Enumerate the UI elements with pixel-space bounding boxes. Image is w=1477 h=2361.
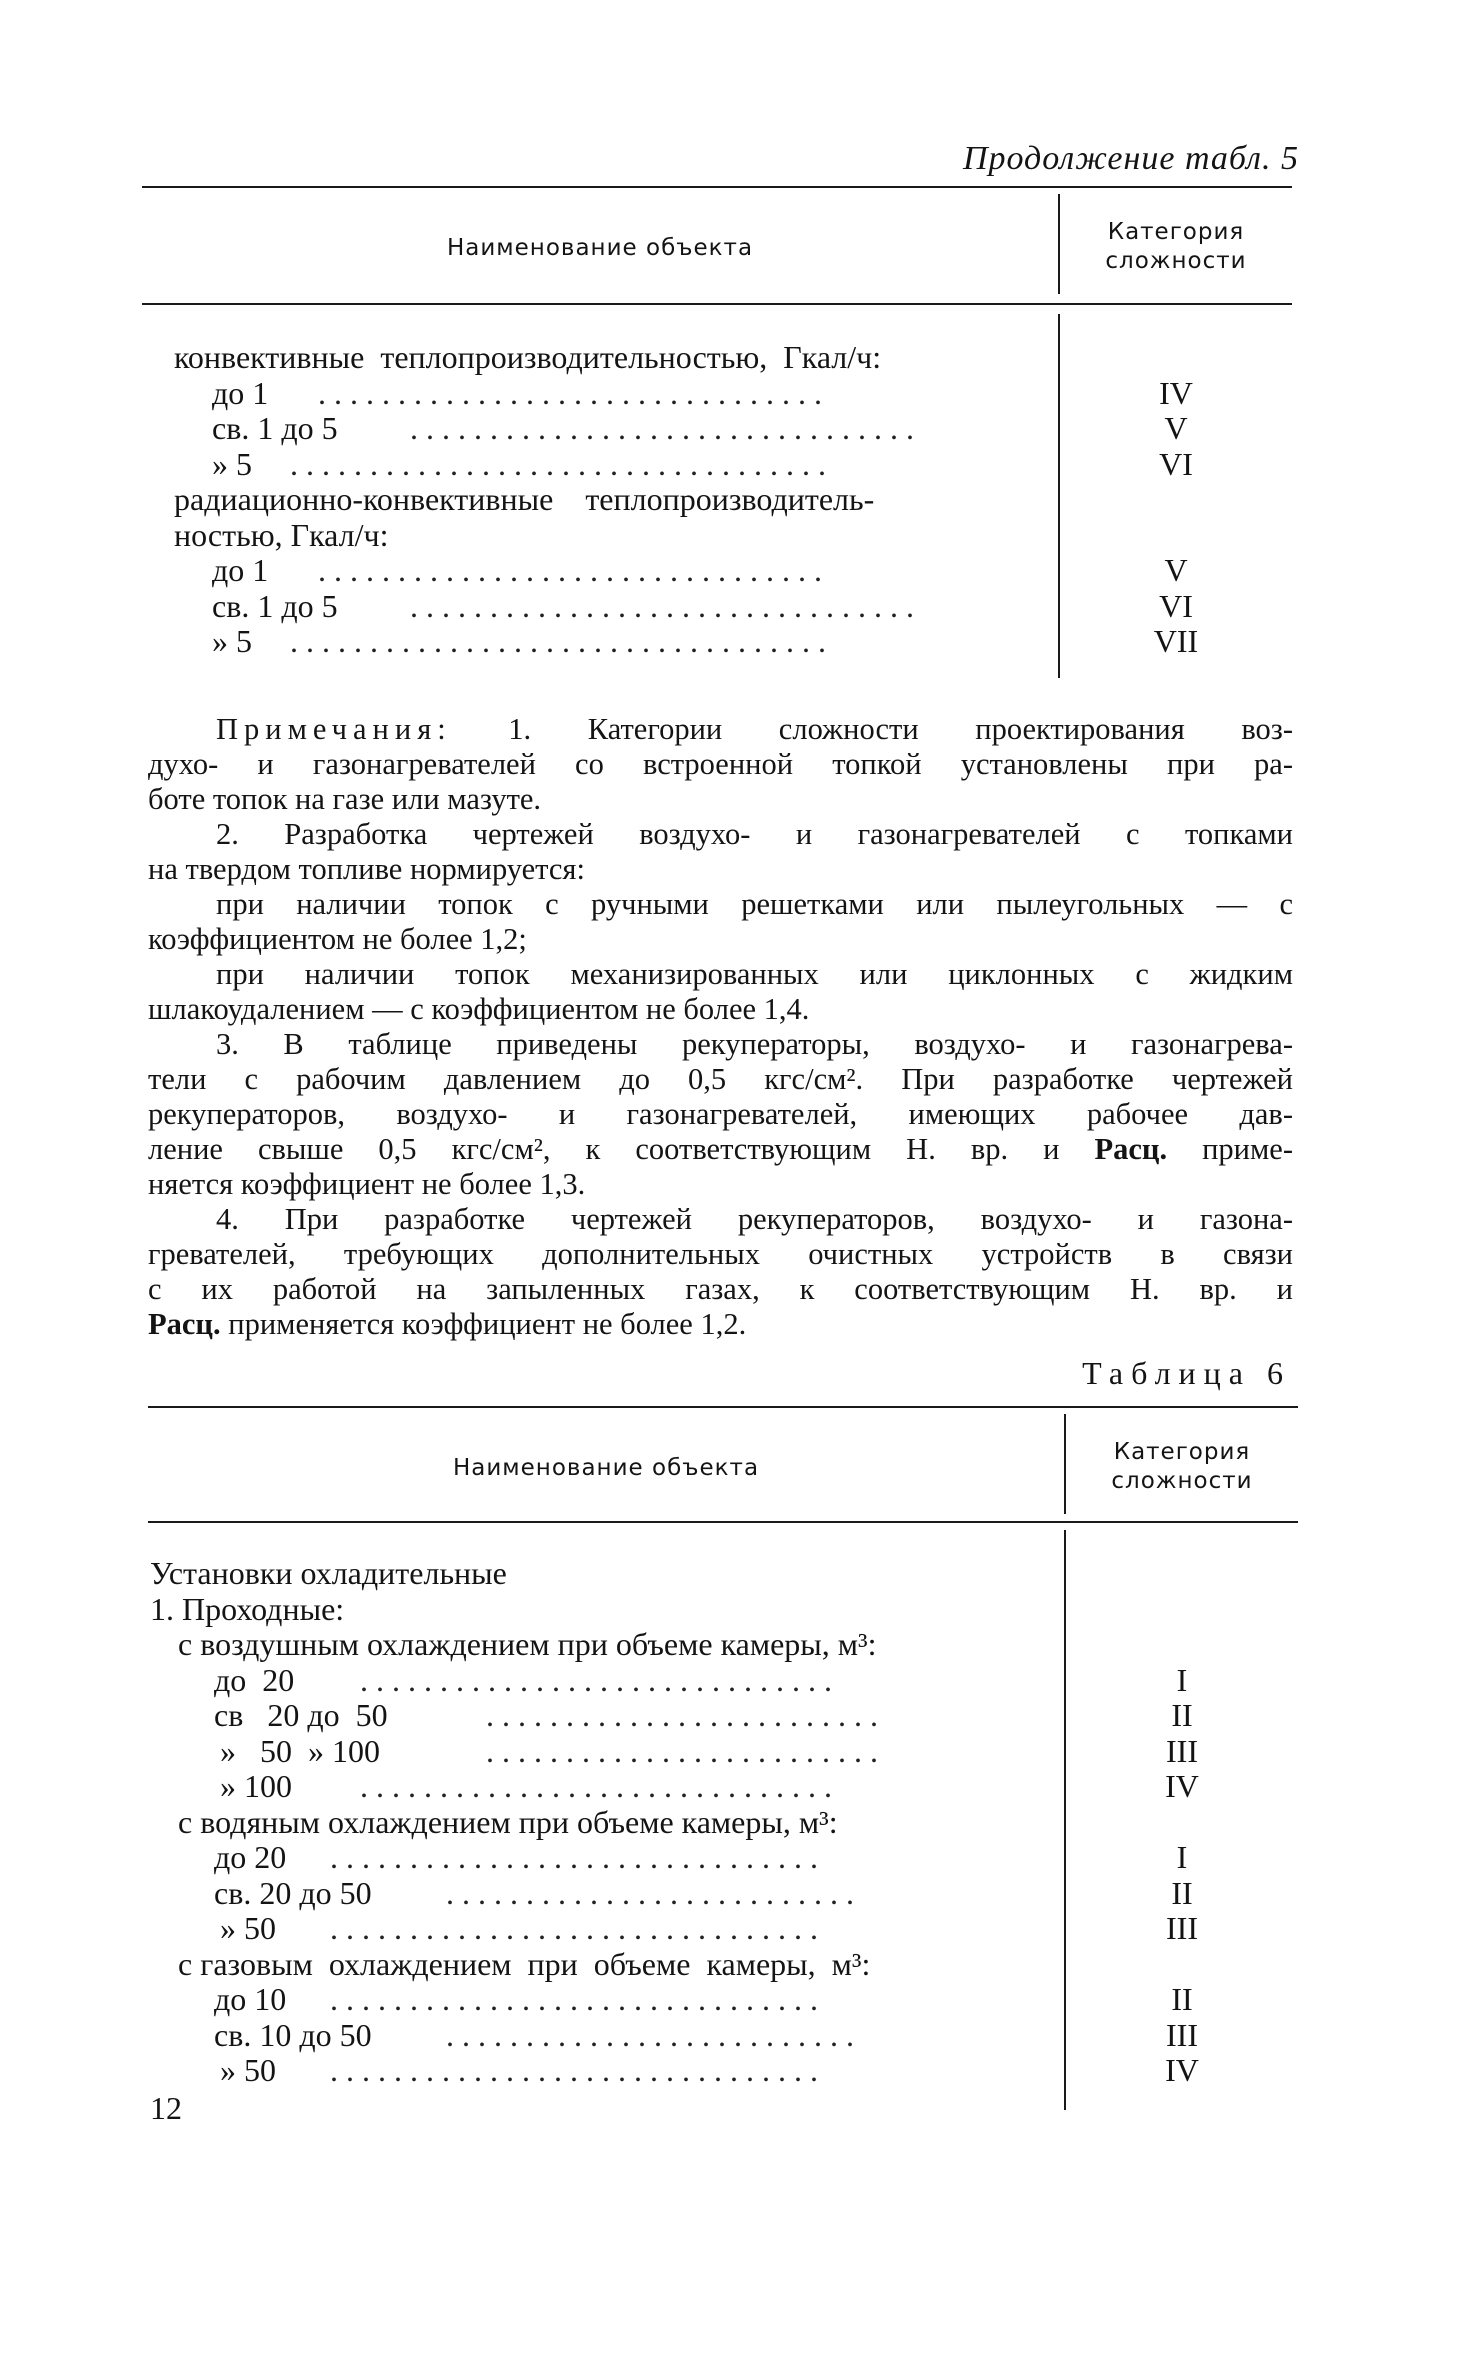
- table5-top-rule: [142, 186, 1292, 188]
- table6-body: [0, 1556, 1477, 2089]
- page-number: 12: [150, 2090, 182, 2126]
- row-name: конвективные теплопроизводительностью, Гкал/ч:: [174, 339, 882, 375]
- table-row: [0, 1805, 1477, 1841]
- table-row: [0, 1556, 1477, 1592]
- row-category: III: [1166, 2016, 1198, 2053]
- table-row: » 50 . . . . . . . . . . . . . . . . . . . . . . . . . . . . . . . III: [0, 1911, 1477, 1947]
- table5-col-category-header: [1060, 218, 1292, 276]
- row-category: IV: [1159, 374, 1193, 411]
- table-row: » 5 . . . . . . . . . . . . . . . . . . . . . . . . . . . . . . . . . . VII: [0, 624, 1477, 660]
- row-name: св. 10 до 50: [214, 2016, 372, 2053]
- table5-header-bottom-rule: [142, 303, 1292, 305]
- table6-col-category-header: [1066, 1438, 1298, 1496]
- row-name: » 50: [220, 2052, 276, 2088]
- row-name: 1. Проходные:: [150, 1590, 345, 1627]
- row-category: VII: [1153, 623, 1199, 659]
- table-row: [0, 1627, 1477, 1663]
- table-row: до 1 . . . . . . . . . . . . . . . . . . . . . . . . . . . . . . . . V: [0, 553, 1477, 589]
- row-name: до 10: [214, 1981, 287, 2017]
- table-row: до 10 . . . . . . . . . . . . . . . . . . . . . . . . . . . . . . . II: [0, 1982, 1477, 2018]
- row-name: до 20: [214, 1839, 287, 1875]
- table6-col-category-line1: Категория: [1113, 1439, 1251, 1465]
- table-row: [0, 518, 1477, 554]
- row-name: » 50: [220, 1910, 276, 1946]
- row-category: II: [1171, 1874, 1193, 1911]
- row-category: II: [1171, 1697, 1193, 1733]
- table-row: » 50 . . . . . . . . . . . . . . . . . . . . . . . . . . . . . . . IV: [0, 2053, 1477, 2089]
- row-category: V: [1164, 410, 1188, 446]
- row-name: » 5: [212, 445, 252, 482]
- row-category: VI: [1159, 587, 1193, 624]
- row-category: V: [1164, 552, 1188, 588]
- table-row: св 20 до 50 . . . . . . . . . . . . . . . . . . . . . . . . . II: [0, 1698, 1477, 1734]
- row-name: до 1: [212, 374, 269, 411]
- table-row: св. 20 до 50 . . . . . . . . . . . . . . . . . . . . . . . . . . II: [0, 1876, 1477, 1912]
- table-row: [0, 482, 1477, 518]
- table-row: св. 1 до 5 . . . . . . . . . . . . . . . . . . . . . . . . . . . . . . . . VI: [0, 589, 1477, 625]
- table6-col-name-header: Наименование объекта: [452, 1455, 760, 1481]
- table-row: [0, 1592, 1477, 1628]
- row-category: IV: [1165, 1768, 1199, 1804]
- note-3: 3. В таблице приведены рекуператоры, воздухо- и газонагрева-: [216, 1027, 1293, 1061]
- row-name: ностью, Гкал/ч:: [174, 516, 389, 553]
- table5-col-category-line1: Категория: [1107, 219, 1245, 245]
- notes-block: Примечания: 1. Категории сложности проектирования воз- духо- и газонагревателей со встроенной топкой установлены при ра- боте топок на газе или мазуте. 2. Разработка чертежей воздухо- и газонагревателей с топками на твердом топливе нормируется: при наличии топок с ручными решетками или пылеугольных — с коэффициентом не более 1,2; при наличии топок механизированных или циклонных с жидким шлакоудалением — с коэффициентом не более 1,4. 3. В таблице приведены рекуператоры, воздухо- и газонагрева- тели с рабочим давлением до 0,5 кгс/см². При разработке чертежей рекуператоров, воздухо- и газонагревателей, имеющих рабочее дав- ление свыше 0,5 кгс/см², к соответствующим Н. вр. и Расц. приме- няется коэффициент не более 1,3. 4. При разработке чертежей рекуператоров, воздухо- и газона- гревателей, требующих дополнительных очистных устройств в связи с их работой на запыленных газах, к соответствующим Н. вр. и Расц. применяется коэффициент не более 1,2.: [148, 712, 1293, 1341]
- table-row: до 20 . . . . . . . . . . . . . . . . . . . . . . . . . . . . . . I: [0, 1663, 1477, 1699]
- row-category: II: [1171, 1981, 1193, 2017]
- table5-col-name-header: Наименование объекта: [446, 235, 754, 261]
- row-name: с газовым охлаждением при объеме камеры, м³:: [178, 1945, 871, 1982]
- continuation-caption: Продолжение табл. 5: [962, 140, 1299, 177]
- row-category: III: [1166, 1732, 1198, 1769]
- table6-col-category-line2: сложности: [1111, 1468, 1253, 1494]
- table6-caption: Таблица 6: [1082, 1355, 1291, 1391]
- table6-header-bottom-rule: [148, 1521, 1298, 1523]
- row-name: » 5: [212, 623, 252, 659]
- row-name: » 50 » 100: [220, 1732, 380, 1769]
- note-4: 4. При разработке чертежей рекуператоров, воздухо- и газона-: [216, 1202, 1293, 1236]
- note-1: Примечания: 1. Категории сложности проектирования воз-: [216, 712, 1293, 746]
- row-name: » 100: [220, 1768, 292, 1804]
- row-name: св 20 до 50: [214, 1697, 388, 1733]
- row-name: до 1: [212, 552, 269, 588]
- table-row: » 50 » 100 . . . . . . . . . . . . . . . . . . . . . . . . . III: [0, 1734, 1477, 1770]
- row-name: св. 20 до 50: [214, 1874, 372, 1911]
- table-row: » 5 . . . . . . . . . . . . . . . . . . . . . . . . . . . . . . . . . . VI: [0, 447, 1477, 483]
- table6-top-rule: [148, 1406, 1298, 1408]
- table5-body: [0, 340, 1477, 660]
- table-row: св. 10 до 50 . . . . . . . . . . . . . . . . . . . . . . . . . . III: [0, 2018, 1477, 2054]
- row-category: I: [1176, 1839, 1188, 1875]
- row-name: с водяным охлаждением при объеме камеры, м³:: [178, 1803, 838, 1840]
- row-name: Установки охладительные: [150, 1555, 507, 1591]
- table-row: до 20 . . . . . . . . . . . . . . . . . . . . . . . . . . . . . . . I: [0, 1840, 1477, 1876]
- row-category: III: [1166, 1910, 1198, 1946]
- table-row: до 1 . . . . . . . . . . . . . . . . . . . . . . . . . . . . . . . . IV: [0, 376, 1477, 412]
- row-name: св. 1 до 5: [212, 410, 338, 446]
- table-row: [0, 1947, 1477, 1983]
- row-name: св. 1 до 5: [212, 587, 338, 624]
- table-row: [0, 340, 1477, 376]
- row-category: I: [1176, 1661, 1188, 1698]
- row-name: с воздушным охлаждением при объеме камеры, м³:: [178, 1626, 877, 1662]
- row-category: IV: [1165, 2052, 1199, 2088]
- row-name: радиационно-конвективные теплопроизводитель-: [174, 481, 875, 517]
- row-name: до 20: [214, 1661, 295, 1698]
- row-category: VI: [1159, 445, 1193, 482]
- table-row: » 100 . . . . . . . . . . . . . . . . . . . . . . . . . . . . . . IV: [0, 1769, 1477, 1805]
- table5-col-category-line2: сложности: [1105, 248, 1247, 274]
- notes-lead: Примечания:: [216, 712, 452, 746]
- table-row: св. 1 до 5 . . . . . . . . . . . . . . . . . . . . . . . . . . . . . . . . V: [0, 411, 1477, 447]
- note-2: 2. Разработка чертежей воздухо- и газонагревателей с топками: [216, 817, 1293, 851]
